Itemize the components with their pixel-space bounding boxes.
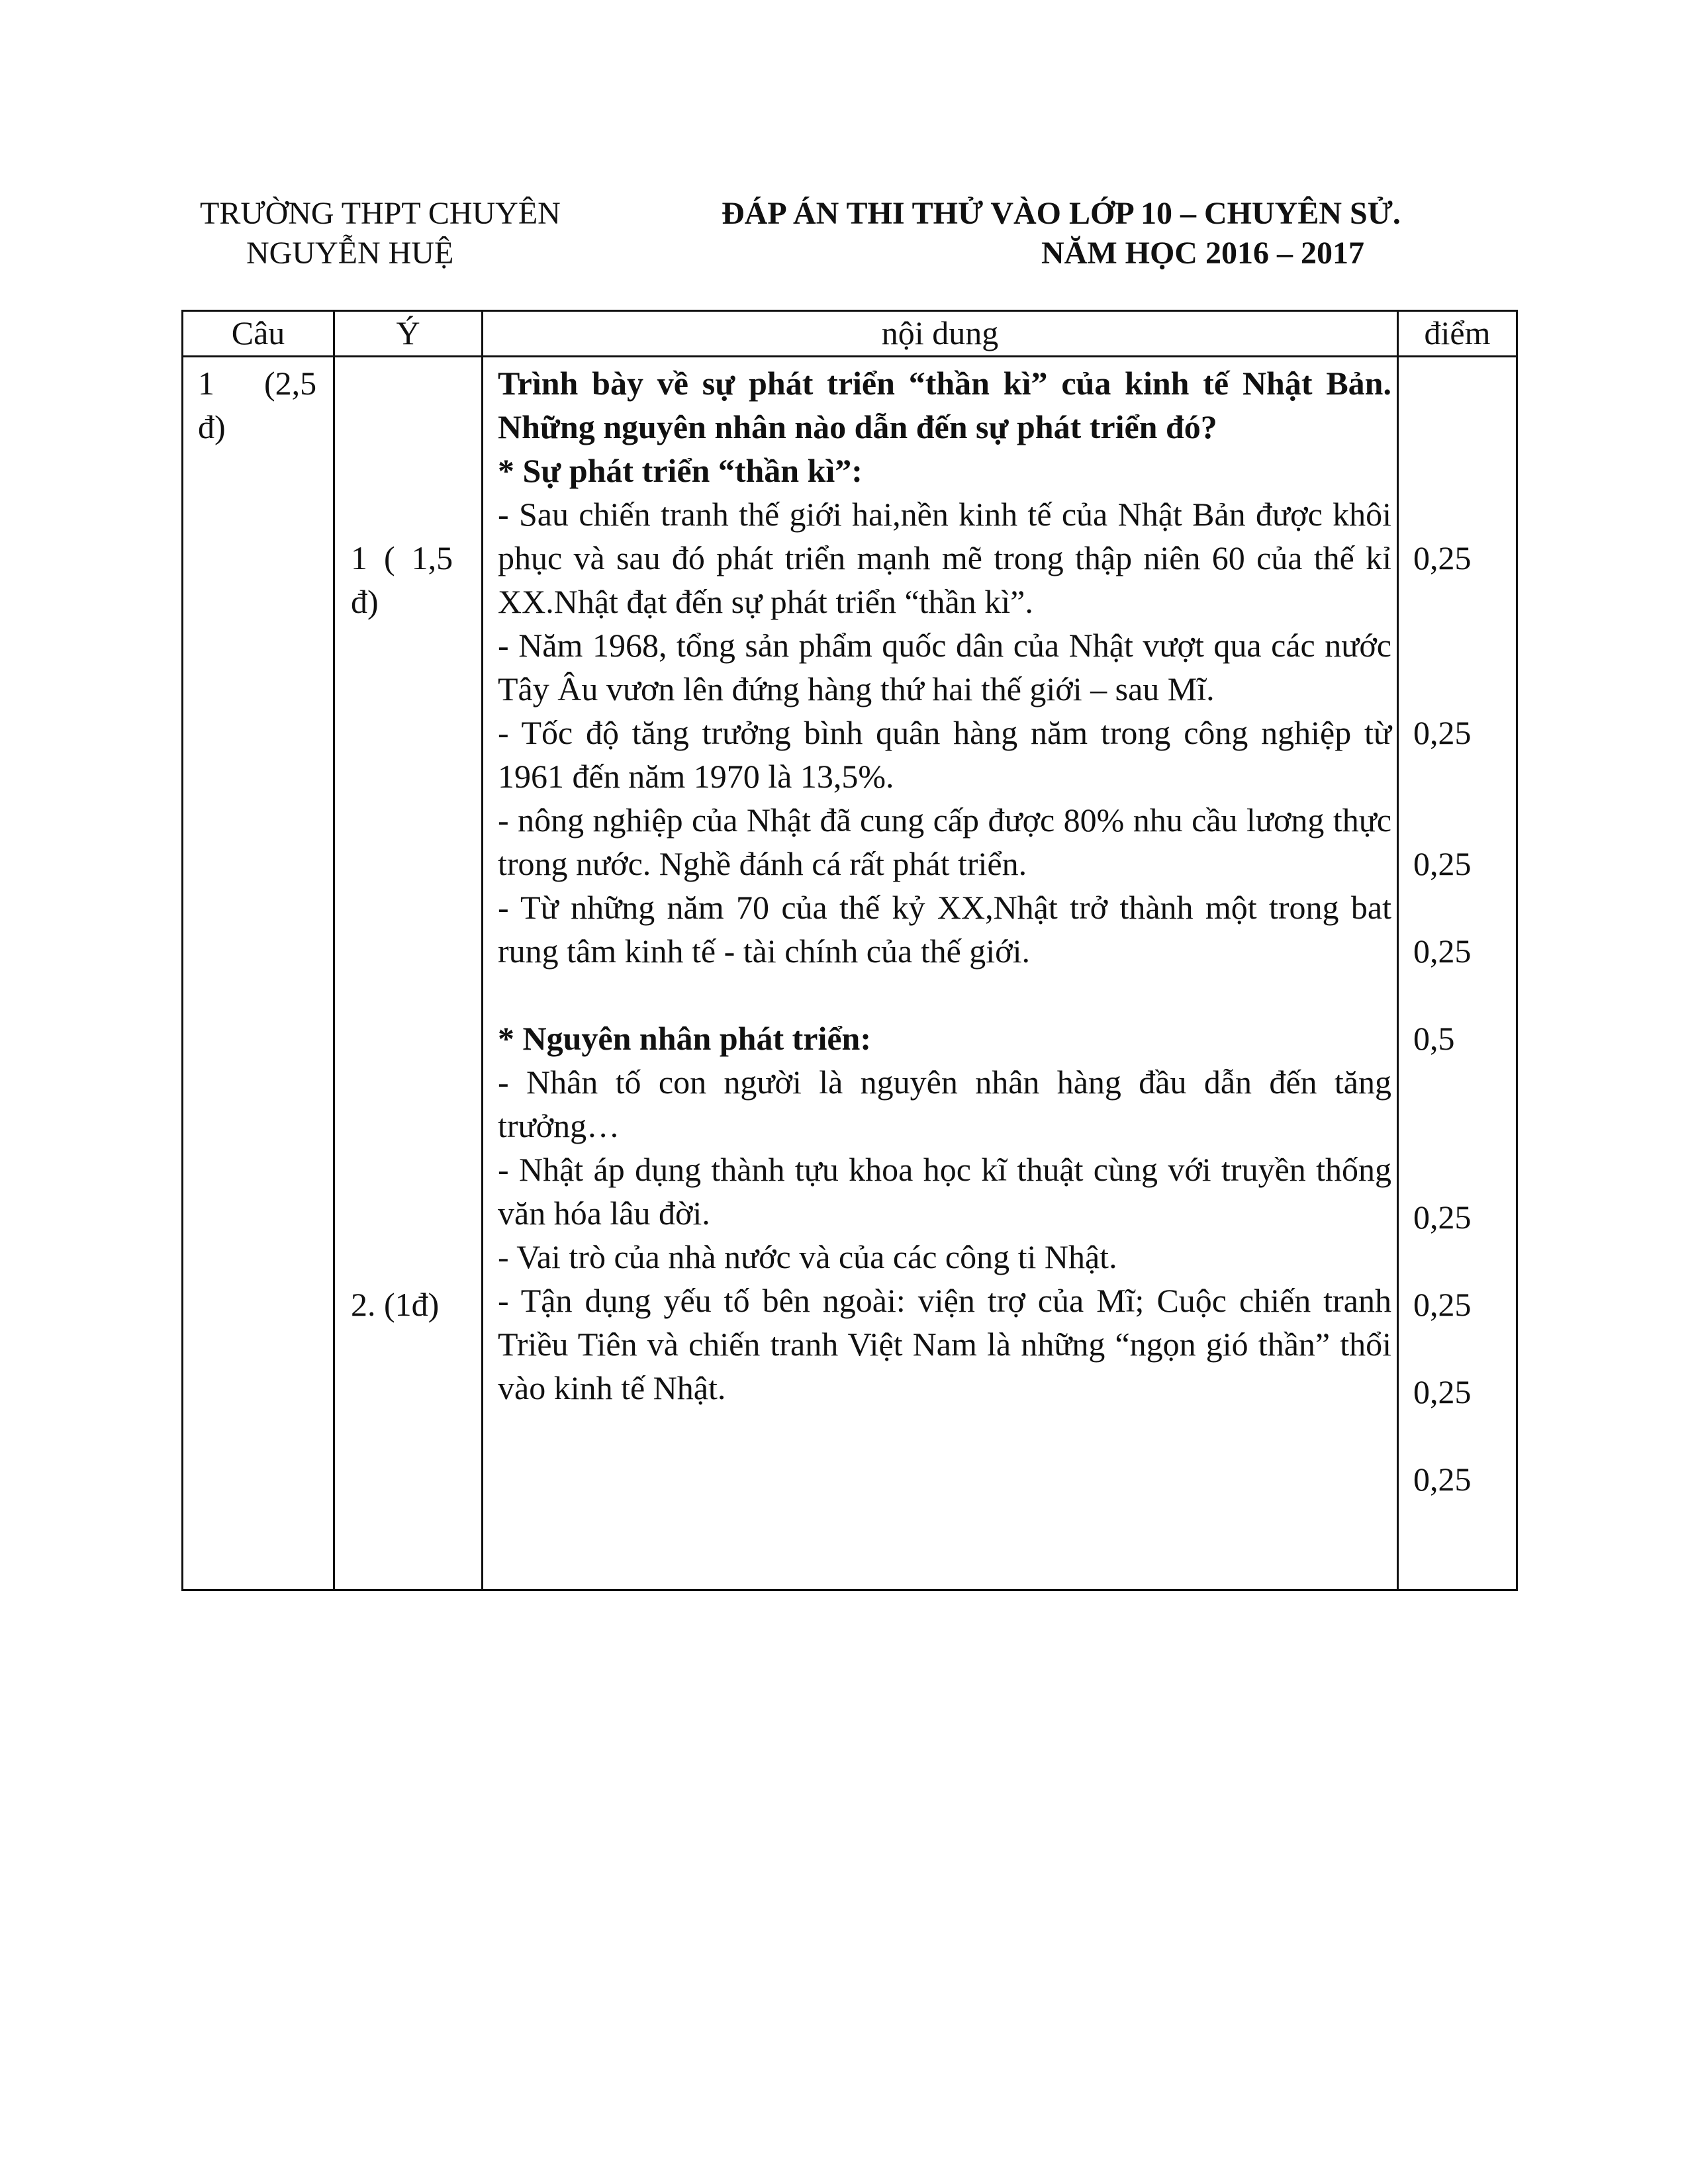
- question-points: đ): [198, 408, 226, 445]
- score-value: 0,25: [1413, 1373, 1472, 1410]
- list-item: - nông nghiệp của Nhật đã cung cấp được 80% nhu cầu lương thực trong nước. Nghề đánh cá rất phát triển.: [498, 801, 1391, 882]
- question-title: Trình bày về sự phát triển “thần kì” của kinh tế Nhật Bản. Những nguyên nhân nào dẫn đến sự phát triển đó?: [498, 365, 1391, 445]
- score-value: 0,25: [1413, 845, 1472, 882]
- list-item: - Nhân tố con người là nguyên nhân hàng đầu dẫn đến tăng trưởng…: [498, 1064, 1391, 1144]
- score-cell: [1398, 357, 1517, 1590]
- part-cell: [334, 357, 483, 1590]
- school-name-line1: TRƯỜNG THPT CHUYÊN: [200, 196, 561, 231]
- list-item: - Tốc độ tăng trưởng bình quân hàng năm trong công nghiệp từ 1961 đến năm 1970 là 13,5%.: [498, 714, 1391, 795]
- col-header-cau: Câu: [183, 311, 334, 357]
- score-value: 0,25: [1413, 933, 1472, 970]
- question-cell: [183, 357, 334, 1590]
- table-header-row: [183, 311, 1517, 357]
- school-year: NĂM HỌC 2016 – 2017: [1041, 236, 1364, 271]
- spacer: [498, 973, 1391, 1017]
- section-heading-causes: * Nguyên nhân phát triển:: [498, 1020, 871, 1057]
- score-value: 0,25: [1413, 1286, 1472, 1323]
- list-item: - Vai trò của nhà nước và của các công ti Nhật.: [498, 1238, 1117, 1275]
- section-heading-development: * Sự phát triển “thần kì”:: [498, 452, 863, 489]
- list-item: - Sau chiến tranh thế giới hai,nền kinh tế của Nhật Bản được khôi phục và sau đó phát triển mạnh mẽ trong thập niên 60 của thế kỉ XX.Nhật đạt đến sự phát triển “thần kì”.: [498, 496, 1391, 620]
- content-cell: [483, 357, 1398, 1590]
- part1-label: 1 ( 1,5: [351, 539, 453, 576]
- score-value: 0,25: [1413, 1461, 1472, 1498]
- col-header-y: Ý: [334, 311, 483, 357]
- score-value: 0,25: [1413, 714, 1472, 751]
- list-item: - Nhật áp dụng thành tựu khoa học kĩ thuật cùng với truyền thống văn hóa lâu đời.: [498, 1151, 1391, 1232]
- list-item: - Từ những năm 70 của thế kỷ XX,Nhật trở thành một trong bat rung tâm kinh tế - tài chính của thế giới.: [498, 889, 1391, 970]
- list-item: - Tận dụng yếu tố bên ngoài: viện trợ của Mĩ; Cuộc chiến tranh Triều Tiên và chiến tranh Việt Nam là những “ngọn gió thần” thổi vào kinh tế Nhật.: [498, 1282, 1391, 1406]
- score-value: 0,25: [1413, 539, 1472, 576]
- school-name-line2: NGUYỄN HUỆ: [246, 236, 454, 271]
- answer-table: [181, 310, 1518, 1591]
- col-header-noi-dung: nội dung: [483, 311, 1398, 357]
- part2-label: 2. (1đ): [351, 1286, 440, 1323]
- part1-points: đ): [351, 583, 379, 620]
- table-row: [183, 357, 1517, 1590]
- document-title: ĐÁP ÁN THI THỬ VÀO LỚP 10 – CHUYÊN SỬ.: [722, 196, 1401, 231]
- score-value: 0,25: [1413, 1199, 1472, 1236]
- question-label: 1 (2,5: [198, 365, 317, 402]
- answer-content: [498, 361, 1391, 1410]
- score-value: 0,5: [1413, 1020, 1455, 1057]
- list-item: - Năm 1968, tổng sản phẩm quốc dân của Nhật vượt qua các nước Tây Âu vươn lên đứng hàng thứ hai thế giới – sau Mĩ.: [498, 627, 1391, 707]
- col-header-diem: điểm: [1398, 311, 1517, 357]
